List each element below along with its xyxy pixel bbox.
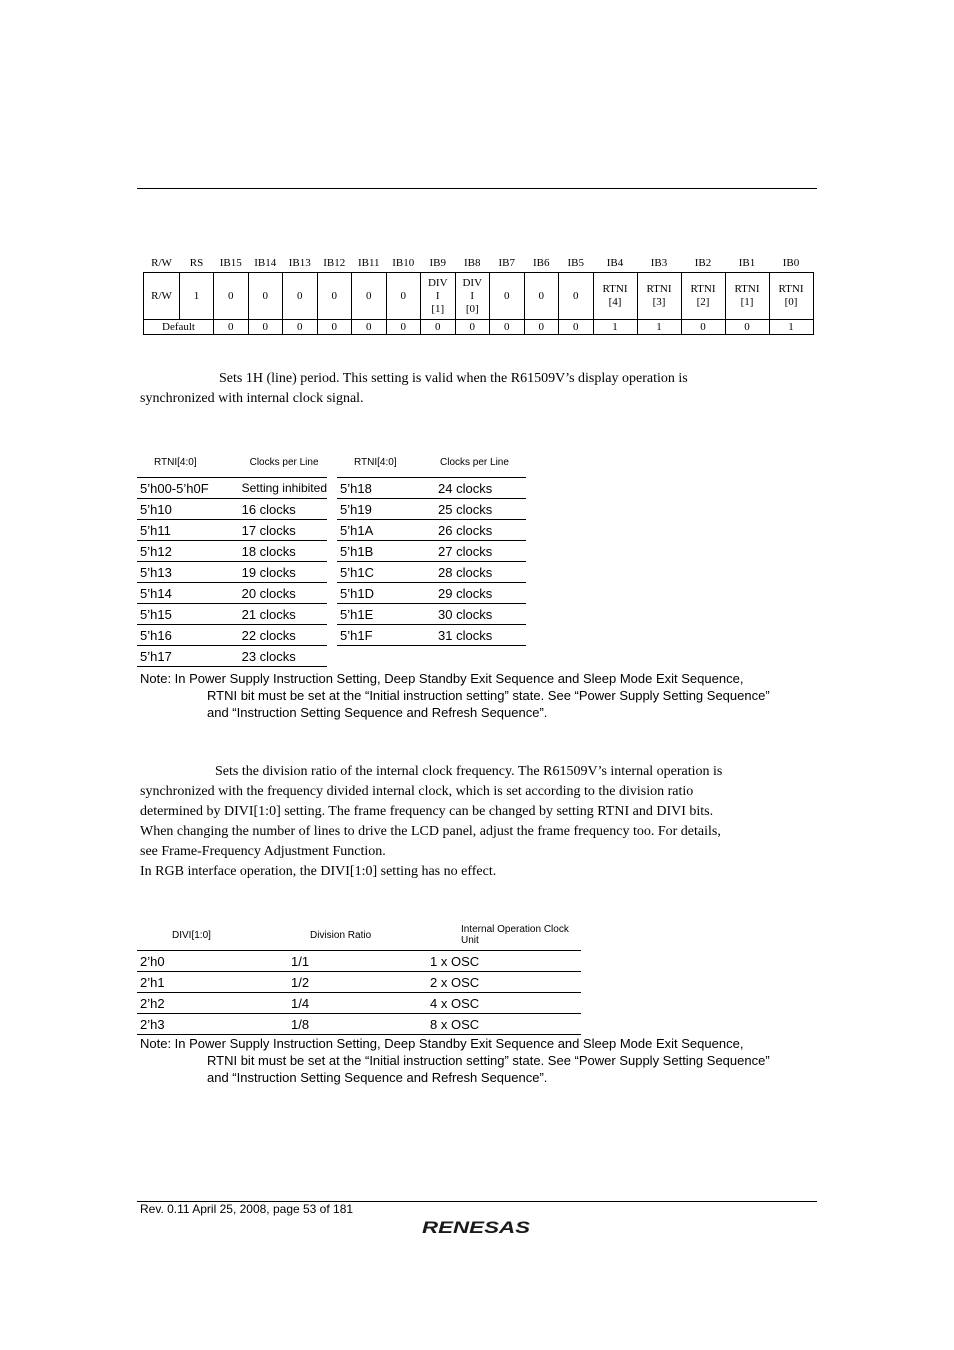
table-cell: 5’h14 — [137, 583, 239, 604]
bit-cell-rtni1 — [725, 273, 769, 320]
default-cell: 1 — [769, 320, 813, 335]
table-row — [137, 625, 327, 646]
bit-cell: 0 — [352, 273, 387, 320]
table-cell: 5’h11 — [137, 520, 239, 541]
default-cell: 0 — [490, 320, 525, 335]
table-cell: 5’h13 — [137, 562, 239, 583]
table-cell: 2 x OSC — [427, 972, 581, 993]
text-line: In RGB interface operation, the DIVI[1:0] setting has no effect. — [140, 864, 497, 879]
bit-label-part: DIV — [427, 276, 448, 289]
table-cell: 5’h19 — [337, 499, 432, 520]
table-cell: 5’h00-5’h0F — [137, 478, 239, 499]
header-cell: IB5 — [567, 256, 584, 269]
default-label: Default — [144, 320, 214, 335]
bit-label-part: [4] — [608, 296, 622, 308]
renesas-logo — [420, 1216, 532, 1238]
table-cell: 8 x OSC — [427, 1014, 581, 1035]
table-row — [137, 993, 581, 1014]
bit-label-part: I — [470, 289, 475, 302]
text-line: synchronized with the frequency divided internal clock, which is set according to the division ratio — [140, 784, 694, 799]
table-cell: 28 clocks — [432, 562, 526, 583]
rtni-table-right — [337, 447, 526, 646]
table-row — [337, 499, 526, 520]
default-cell: 0 — [317, 320, 352, 335]
bit-cell-divi1 — [421, 273, 456, 320]
rw-cell: R/W — [144, 273, 180, 320]
table-cell: 18 clocks — [239, 541, 327, 562]
table-cell: 5’h12 — [137, 541, 239, 562]
table-cell: 5’h1B — [337, 541, 432, 562]
table-cell: 1/2 — [288, 972, 427, 993]
note-rtni — [140, 670, 830, 721]
table-cell: 5’h1F — [337, 625, 432, 646]
register-header-row — [144, 254, 814, 273]
table-row — [137, 583, 327, 604]
rtni-table-left — [137, 447, 327, 667]
bit-label-part: RTNI — [734, 283, 760, 295]
bit-cell: 0 — [490, 273, 525, 320]
default-cell: 0 — [455, 320, 490, 335]
bit-cell: 0 — [559, 273, 594, 320]
footer-revision: Rev. 0.11 April 25, 2008, page 53 of 181 — [140, 1202, 354, 1216]
table-row — [137, 972, 581, 993]
header-cell: IB11 — [357, 256, 380, 269]
bit-cell-rtni0 — [769, 273, 813, 320]
table-cell: 1/4 — [288, 993, 427, 1014]
table-row — [137, 1014, 581, 1035]
bit-cell: 0 — [524, 273, 559, 320]
table-row — [337, 604, 526, 625]
register-default-row — [144, 320, 814, 335]
table-cell: 21 clocks — [239, 604, 327, 625]
table-cell: 29 clocks — [432, 583, 526, 604]
table-row — [337, 478, 526, 499]
default-cell: 0 — [725, 320, 769, 335]
default-cell: 1 — [637, 320, 681, 335]
table-cell: 17 clocks — [239, 520, 327, 541]
divi-table — [137, 920, 581, 1035]
bit-label-part: [0] — [784, 296, 798, 308]
table-cell: 5’h10 — [137, 499, 239, 520]
table-cell: 2’h2 — [137, 993, 288, 1014]
table-row — [137, 604, 327, 625]
table-cell: 20 clocks — [239, 583, 327, 604]
text-line: and “Instruction Setting Sequence and Refresh Sequence”. — [207, 705, 548, 720]
column-header: Clocks per Line — [239, 447, 327, 478]
bit-cell-divi0 — [455, 273, 490, 320]
table-cell: Setting inhibited — [239, 478, 327, 499]
table-cell: 31 clocks — [432, 625, 526, 646]
bit-label-part: [1] — [740, 296, 754, 308]
header-cell: IB10 — [392, 256, 415, 269]
default-cell: 0 — [214, 320, 249, 335]
header-cell: R/W — [151, 256, 172, 269]
default-cell: 0 — [386, 320, 421, 335]
divi-description — [140, 762, 820, 882]
text-line: Note: In Power Supply Instruction Setting, Deep Standby Exit Sequence and Sleep Mode Exit Sequence, — [140, 1036, 744, 1051]
register-table — [143, 254, 814, 335]
table-cell: 5’h16 — [137, 625, 239, 646]
default-cell: 1 — [593, 320, 637, 335]
default-cell: 0 — [352, 320, 387, 335]
header-cell: IB7 — [498, 256, 515, 269]
header-cell: IB2 — [694, 256, 712, 269]
header-cell: IB0 — [782, 256, 800, 269]
text-line: When changing the number of lines to drive the LCD panel, adjust the frame frequency too. For details, — [140, 824, 721, 839]
header-cell: RS — [189, 256, 204, 269]
column-header: RTNI[4:0] — [337, 447, 432, 478]
table-row — [337, 625, 526, 646]
header-cell: IB15 — [219, 256, 242, 269]
table-row — [137, 520, 327, 541]
table-cell: 23 clocks — [239, 646, 327, 667]
bit-label-part: DIV — [462, 276, 483, 289]
column-header: Internal Operation Clock Unit — [427, 920, 581, 951]
bit-cell-rtni3 — [637, 273, 681, 320]
table-row — [337, 562, 526, 583]
rs-cell: 1 — [180, 273, 214, 320]
bit-cell-rtni4 — [593, 273, 637, 320]
header-cell: IB6 — [533, 256, 550, 269]
bit-label-part: [3] — [652, 296, 666, 308]
table-cell: 4 x OSC — [427, 993, 581, 1014]
logo-text: RENESAS — [422, 1218, 531, 1237]
header-cell: IB4 — [606, 256, 624, 269]
table-cell: 5’h15 — [137, 604, 239, 625]
text-line: RTNI bit must be set at the “Initial instruction setting” state. See “Power Supply Setting Sequence” — [207, 1053, 770, 1068]
text-line: Note: In Power Supply Instruction Setting, Deep Standby Exit Sequence and Sleep Mode Exit Sequence, — [140, 671, 744, 686]
default-cell: 0 — [421, 320, 456, 335]
table-row — [137, 646, 327, 667]
bit-cell: 0 — [283, 273, 318, 320]
table-cell: 16 clocks — [239, 499, 327, 520]
default-cell: 0 — [248, 320, 283, 335]
table-cell: 2’h1 — [137, 972, 288, 993]
bit-cell: 0 — [317, 273, 352, 320]
table-cell: 5’h18 — [337, 478, 432, 499]
table-row — [337, 541, 526, 562]
text-line: and “Instruction Setting Sequence and Refresh Sequence”. — [207, 1070, 548, 1085]
text-line: determined by DIVI[1:0] setting. The frame frequency can be changed by setting RTNI and DIVI bits. — [140, 804, 714, 819]
bit-cell-rtni2 — [681, 273, 725, 320]
header-cell: IB8 — [464, 256, 481, 269]
default-cell: 0 — [524, 320, 559, 335]
bit-label-part: RTNI — [602, 283, 628, 295]
table-row — [137, 541, 327, 562]
table-cell: 1/8 — [288, 1014, 427, 1035]
header-cell: IB3 — [650, 256, 668, 269]
table-cell: 26 clocks — [432, 520, 526, 541]
header-cell: IB1 — [738, 256, 756, 269]
bit-label-part: [0] — [465, 302, 479, 315]
default-cell: 0 — [681, 320, 725, 335]
table-cell: 5’h17 — [137, 646, 239, 667]
bit-label-part: RTNI — [778, 283, 804, 295]
header-cell: IB14 — [254, 256, 277, 269]
column-header: RTNI[4:0] — [137, 447, 239, 478]
table-row — [137, 951, 581, 972]
default-cell: 0 — [283, 320, 318, 335]
table-cell: 2’h3 — [137, 1014, 288, 1035]
bit-cell: 0 — [386, 273, 421, 320]
text-line: Sets the division ratio of the internal clock frequency. The R61509V’s internal operation is — [215, 764, 723, 779]
text-line: RTNI bit must be set at the “Initial instruction setting” state. See “Power Supply Setting Sequence” — [207, 688, 770, 703]
rtni-description — [140, 369, 820, 409]
table-cell: 5’h1C — [337, 562, 432, 583]
bit-cell: 0 — [214, 273, 249, 320]
register-rw-row — [144, 273, 814, 320]
table-row — [137, 562, 327, 583]
table-cell: 24 clocks — [432, 478, 526, 499]
text-line: Sets 1H (line) period. This setting is valid when the R61509V’s display operation is — [219, 371, 688, 386]
bit-label-part: [2] — [696, 296, 710, 308]
table-cell: 19 clocks — [239, 562, 327, 583]
table-cell: 5’h1A — [337, 520, 432, 541]
header-cell: IB13 — [288, 256, 311, 269]
table-cell: 1 x OSC — [427, 951, 581, 972]
table-cell: 1/1 — [288, 951, 427, 972]
table-cell: 2’h0 — [137, 951, 288, 972]
bit-label-part: RTNI — [646, 283, 672, 295]
table-cell: 25 clocks — [432, 499, 526, 520]
table-row — [137, 499, 327, 520]
table-cell: 5’h1D — [337, 583, 432, 604]
table-cell: 5’h1E — [337, 604, 432, 625]
bit-label-part: I — [435, 289, 440, 302]
table-row — [337, 520, 526, 541]
column-header: DIVI[1:0] — [137, 920, 288, 951]
table-row — [337, 583, 526, 604]
text-line: synchronized with internal clock signal. — [140, 391, 364, 406]
header-cell: IB9 — [429, 256, 446, 269]
column-header: Division Ratio — [288, 920, 427, 951]
bit-label-part: RTNI — [690, 283, 716, 295]
header-cell: IB12 — [323, 256, 346, 269]
table-row — [137, 478, 327, 499]
note-divi — [140, 1035, 830, 1086]
header-rule — [137, 188, 817, 189]
table-cell: 22 clocks — [239, 625, 327, 646]
bit-label-part: [1] — [431, 302, 445, 315]
bit-cell: 0 — [248, 273, 283, 320]
column-header: Clocks per Line — [432, 447, 526, 478]
text-line: see Frame-Frequency Adjustment Function. — [140, 844, 386, 859]
default-cell: 0 — [559, 320, 594, 335]
table-cell: 30 clocks — [432, 604, 526, 625]
table-cell: 27 clocks — [432, 541, 526, 562]
